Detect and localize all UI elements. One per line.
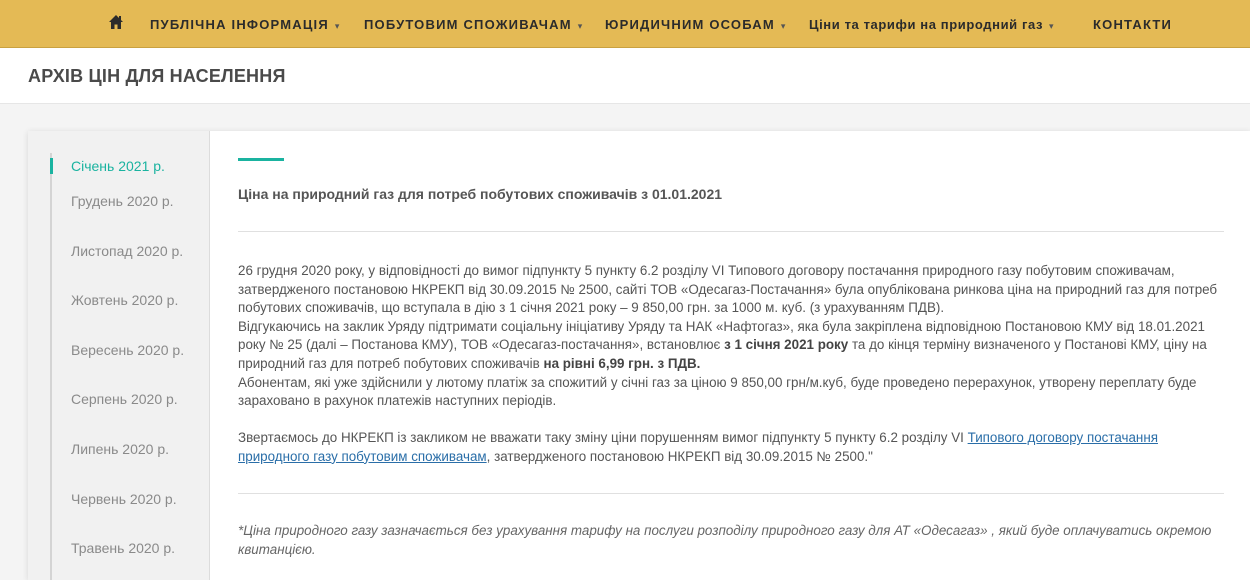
nav-item-household-consumers[interactable] (364, 17, 582, 32)
bold-text: з 1 січня 2021 року (720, 337, 849, 353)
sidebar-item-may-2020[interactable]: Травень 2020 р. (71, 540, 176, 556)
sidebar-item-november-2020[interactable]: Листопад 2020 р. (71, 243, 184, 259)
nav-item-label: Ціни та тарифи на природний газ (809, 17, 1044, 32)
nav-item-label: КОНТАКТИ (1093, 17, 1173, 32)
archive-sidebar (28, 131, 210, 580)
nav-item-prices-tariffs[interactable] (809, 17, 1054, 32)
article-title: Ціна на природний газ для потреб побутових споживачів з 01.01.2021 (238, 186, 723, 202)
page-title: АРХІВ ЦІН ДЛЯ НАСЕЛЕННЯ (28, 66, 286, 86)
divider (238, 493, 1224, 494)
bold-text: на рівні 6,99 грн. з ПДВ. (539, 355, 701, 371)
sidebar-item-june-2020[interactable]: Червень 2020 р. (71, 491, 177, 507)
home-icon[interactable] (108, 14, 124, 32)
footnote: *Ціна природного газу зазначається без урахування тарифу на послуги розподілу природного газу для АТ «Одесагаз» , який буде оплачуватись окремою квитанцією. (238, 523, 1212, 557)
paragraph-text: 26 грудня 2020 року, у відповідності до вимог підпункту 5 пункту 6.2 розділу VI Типового договору постачання природного газу побутовим споживачам, затвердженого постановою НКРЕКП від 30.09.2015 № 2500, сайті ТОВ «Одесагаз-Постачання» була опублікована ринкова ціна на природний газ для потреб побутових споживачів, що вступала в дію з 1 січня 2021 року – 9 850,00 грн. за 1000 м. куб. (з урахуванням ПДВ). (238, 263, 1218, 316)
paragraph-text: , затвердженого постановою НКРЕКП від 30.09.2015 № 2500." (486, 448, 873, 464)
nav-item-contacts[interactable] (1093, 17, 1172, 32)
chevron-down-icon: ▾ (1049, 21, 1054, 31)
article (210, 131, 1250, 580)
sidebar-item-december-2020[interactable]: Грудень 2020 р. (71, 193, 174, 209)
chevron-down-icon: ▾ (780, 21, 786, 31)
top-navigation (0, 0, 1250, 48)
nav-item-label: ПОБУТОВИМ СПОЖИВАЧАМ (364, 17, 572, 32)
paragraph-text: Абонентам, які уже здійснили у лютому платіж за спожитий у січні газ за ціною 9 850,00 грн/м.куб, буде проведено перерахунок, утворену переплату буде зараховано в рахунок платежів наступних періодів. (238, 374, 1197, 409)
nav-item-label: ПУБЛІЧНА ІНФОРМАЦІЯ (150, 17, 329, 32)
divider (238, 231, 1224, 232)
sidebar-item-july-2020[interactable]: Липень 2020 р. (71, 441, 169, 457)
article-body (238, 262, 1228, 411)
sidebar-item-august-2020[interactable]: Серпень 2020 р. (71, 391, 178, 407)
nav-item-label: ЮРИДИЧНИМ ОСОБАМ (605, 17, 775, 32)
sidebar-item-october-2020[interactable]: Жовтень 2020 р. (71, 292, 179, 308)
sidebar-item-september-2020[interactable]: Вересень 2020 р. (71, 342, 185, 358)
nav-item-legal-entities[interactable] (605, 17, 785, 32)
paragraph-text: Звертаємось до НКРЕКП із закликом не вважати таку зміну ціни порушенням вимог підпункту 5 пункту 6.2 розділу VI (238, 430, 968, 445)
sidebar-item-january-2021[interactable]: Січень 2021 р. (50, 158, 200, 174)
home-icon-svg (108, 14, 124, 30)
paragraph-text: та до кінця терміну визначеного у Постанові КМУ, ціну на природний газ для потреб побутових споживачів (238, 337, 1207, 371)
accent-bar (238, 158, 284, 161)
paragraph-text: Відгукаючись на заклик Уряду підтримати соціальну ініціативу Уряду та НАК «Нафтогаз», яка була закріплена відповідною Постановою КМУ від 18.01.2021 року № 25 (далі – Постанова КМУ), ТОВ «Одесагаз-постачання», встановлює (238, 318, 1205, 353)
chevron-down-icon: ▾ (577, 21, 583, 31)
chevron-down-icon: ▾ (334, 21, 340, 31)
standard-contract-link[interactable]: Типового договору постачання природного газу побутовим споживачам (238, 430, 1158, 464)
article-appeal (238, 429, 1228, 466)
nav-item-public-info[interactable] (150, 17, 339, 32)
sidebar-rail (50, 153, 52, 580)
